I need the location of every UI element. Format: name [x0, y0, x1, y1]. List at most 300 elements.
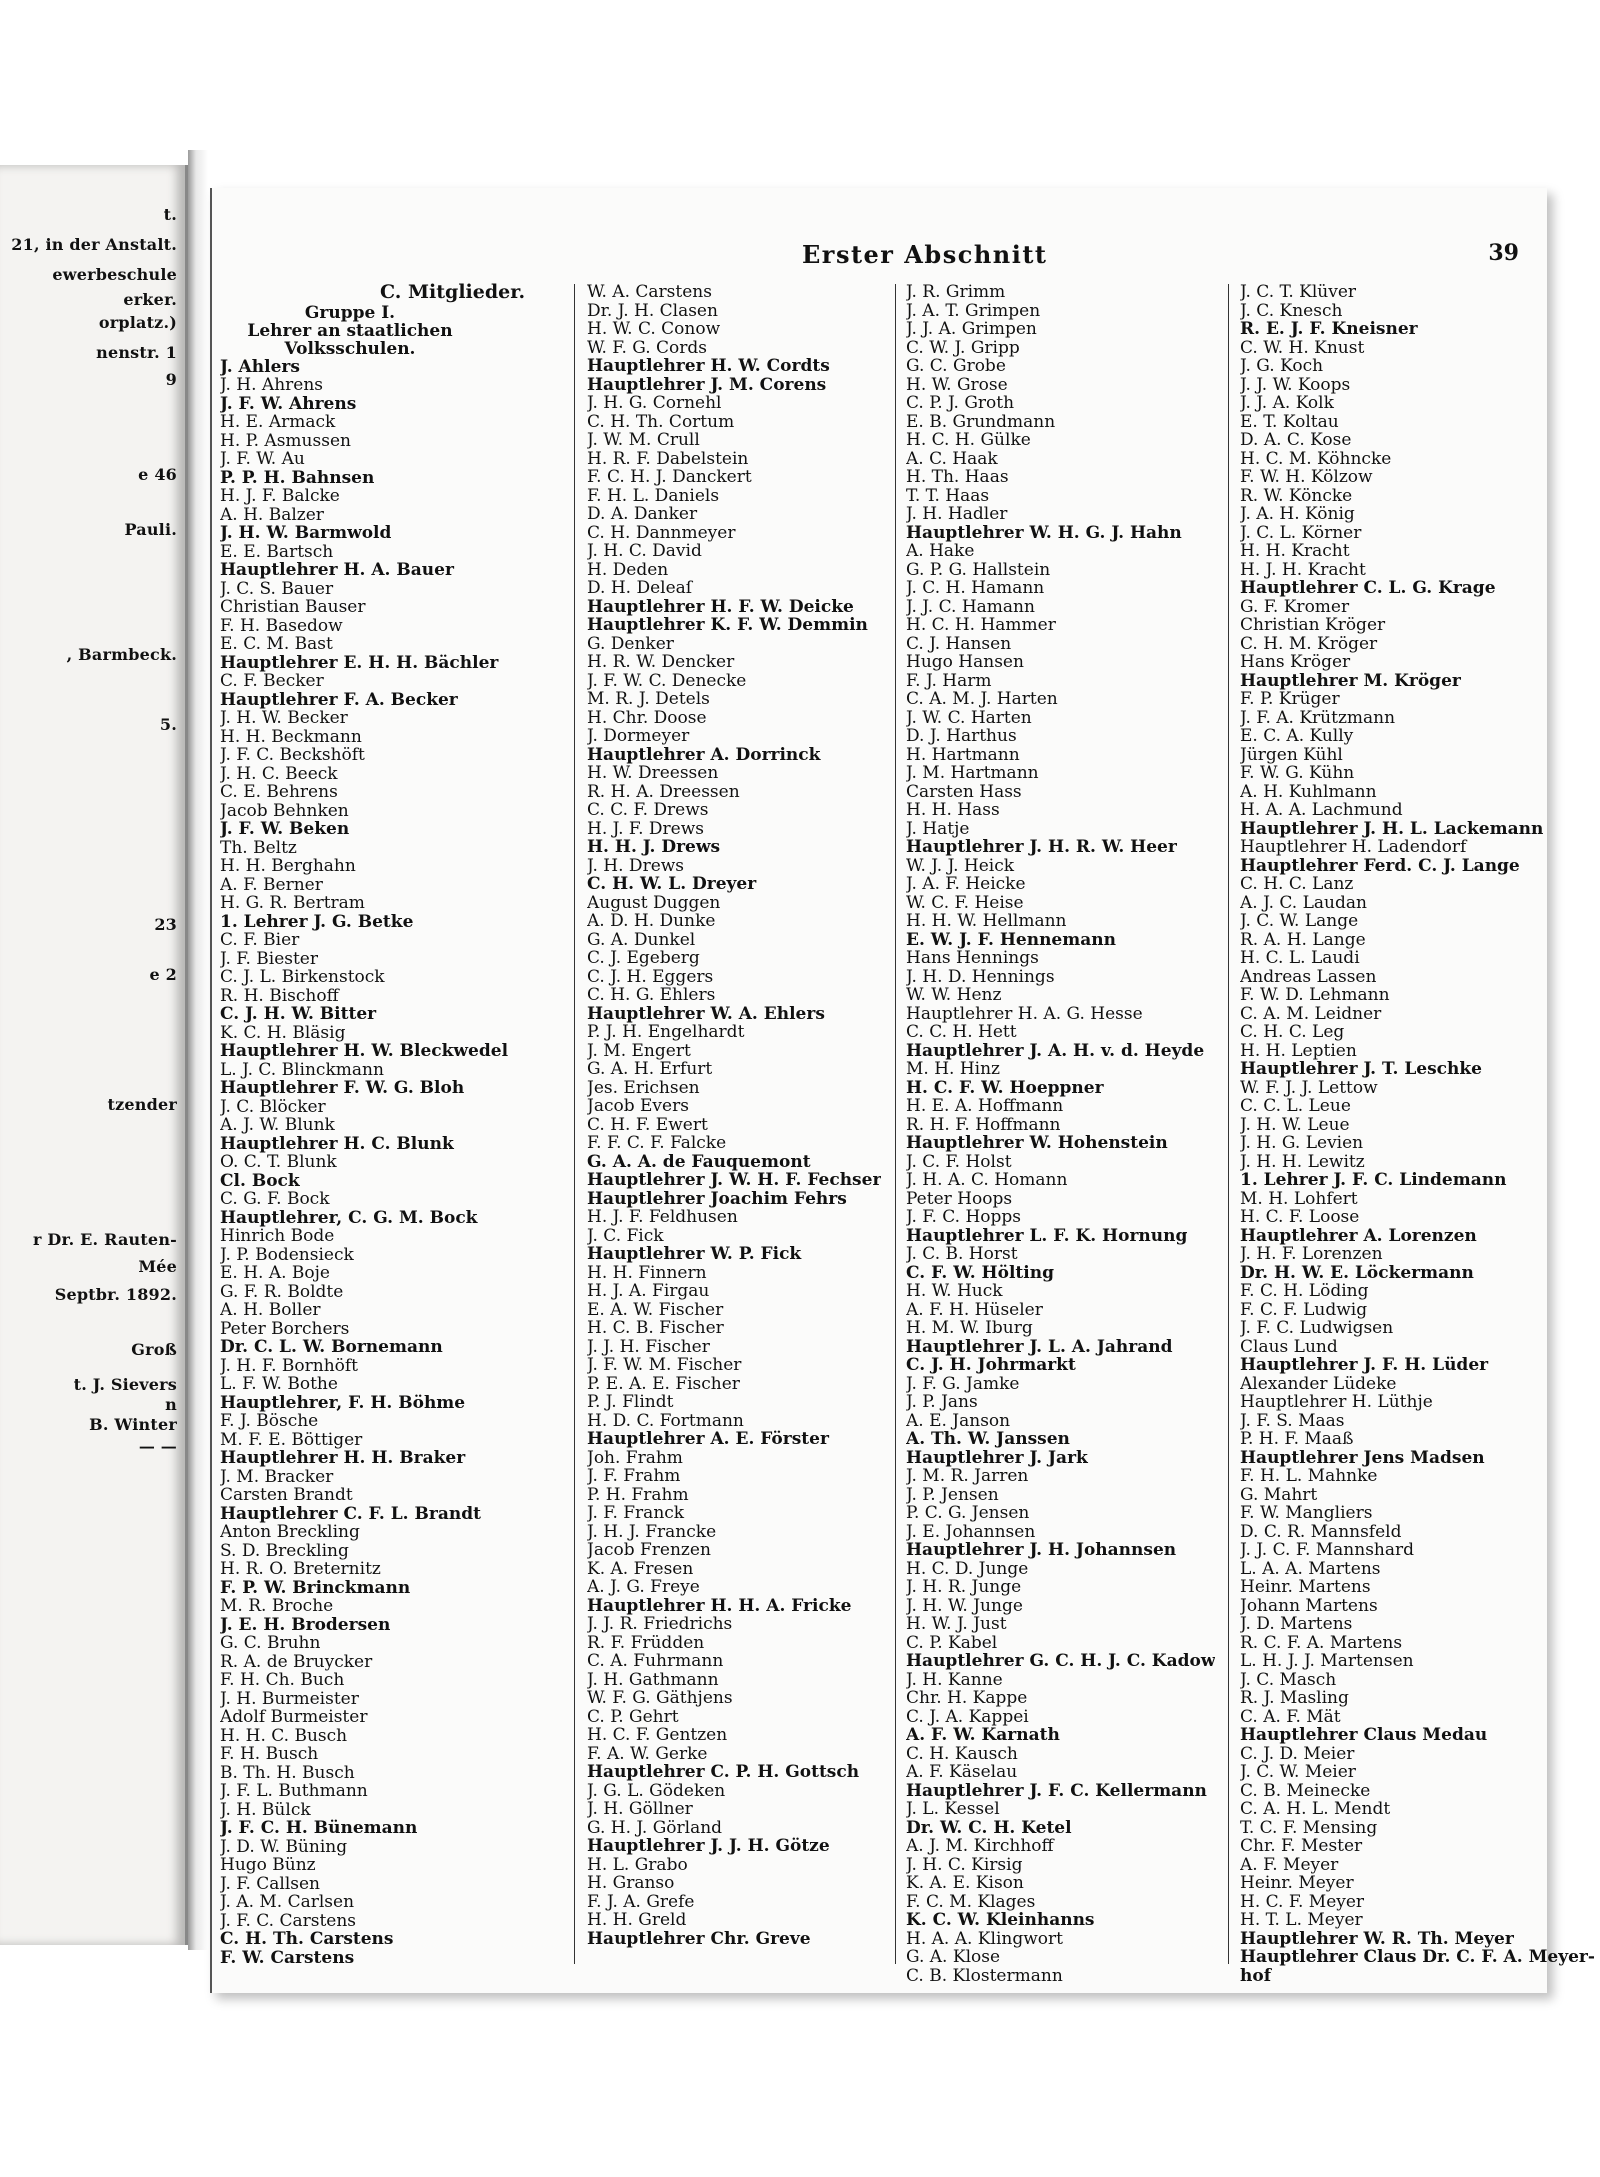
- member-entry: H. J. H. Kracht: [1240, 560, 1366, 579]
- member-entry: R. A. H. Lange: [1240, 930, 1366, 949]
- column-1: [220, 283, 525, 1967]
- member-entry: H. C. M. Köhncke: [1240, 449, 1392, 468]
- member-entry: C. B. Klostermann: [906, 1966, 1063, 1985]
- member-entry: C. H. G. Ehlers: [587, 986, 716, 1005]
- member-entry: J. F. W. M. Fischer: [587, 1356, 742, 1375]
- member-entry: J. F. A. Krützmann: [1240, 708, 1396, 727]
- column-divider: [574, 284, 575, 1964]
- member-entry: C. J. A. Kappei: [906, 1707, 1029, 1726]
- member-entry: Hauptlehrer J. H. Johannsen: [906, 1541, 1177, 1560]
- member-entry: P. H. F. Maaß: [1240, 1430, 1354, 1449]
- member-entry: J. Ahlers: [220, 357, 300, 376]
- member-entry: J. D. Martens: [1240, 1615, 1353, 1634]
- member-entry: Chr. F. Mester: [1240, 1837, 1363, 1856]
- member-entry: Hauptlehrer H. H. Braker: [220, 1449, 466, 1468]
- member-entry: F. W. D. Lehmann: [1240, 986, 1390, 1005]
- member-entry: H. J. F. Balcke: [220, 487, 340, 506]
- member-entry: Hauptlehrer W. H. G. J. Hahn: [906, 523, 1182, 542]
- member-entry: J. C. F. Holst: [906, 1152, 1012, 1171]
- member-entry: C. H. C. Lanz: [1240, 875, 1354, 894]
- member-entry: J. H. W. Junge: [906, 1596, 1023, 1615]
- left-page-fragment: t.: [163, 205, 177, 224]
- member-entry: J. C. T. Klüver: [1240, 283, 1357, 302]
- member-entry: hof: [1240, 1966, 1272, 1985]
- member-entry: Hauptlehrer L. F. K. Hornung: [906, 1226, 1188, 1245]
- member-entry: Hauptlehrer W. Hohenstein: [906, 1134, 1168, 1153]
- member-entry: J. H. F. Bornhöft: [220, 1356, 359, 1375]
- member-entry: M. H. Lohfert: [1240, 1189, 1358, 1208]
- member-entry: E. W. J. F. Hennemann: [906, 930, 1116, 949]
- member-entry: C. C. H. Hett: [906, 1023, 1017, 1042]
- member-entry: E. C. A. Kully: [1240, 727, 1354, 746]
- member-entry: H. H. C. Busch: [220, 1726, 348, 1745]
- member-entry: J. C. W. Meier: [1240, 1763, 1356, 1782]
- member-entry: F. W. Mangliers: [1240, 1504, 1373, 1523]
- member-entry: Hauptlehrer Joachim Fehrs: [587, 1189, 847, 1208]
- member-entry: C. H. W. L. Dreyer: [587, 875, 757, 894]
- member-entry: J. F. W. Ahrens: [220, 394, 357, 413]
- member-entry: J. F. C. Beckshöft: [220, 746, 365, 765]
- member-entry: J. P. Jans: [906, 1393, 978, 1412]
- member-entry: R. A. de Bruycker: [220, 1652, 373, 1671]
- member-entry: A. F. Meyer: [1240, 1855, 1339, 1874]
- member-entry: J. C. Knesch: [1240, 301, 1343, 320]
- member-entry: Hauptlehrer F. A. Becker: [220, 690, 458, 709]
- member-entry: J. F. L. Buthmann: [220, 1782, 368, 1801]
- member-entry: J. Dormeyer: [587, 727, 690, 746]
- member-entry: W. F. G. Cords: [587, 338, 708, 357]
- member-entry: J. P. Jensen: [906, 1485, 999, 1504]
- left-page-fragment: r Dr. E. Rauten-: [32, 1230, 177, 1249]
- member-entry: H. C. L. Laudi: [1240, 949, 1360, 968]
- member-entry: C. H. Dannmeyer: [587, 523, 736, 542]
- member-entry: J. H. Göllner: [587, 1800, 693, 1819]
- member-entry: F. P. W. Brinckmann: [220, 1578, 411, 1597]
- member-entry: R. W. Köncke: [1240, 486, 1353, 505]
- member-entry: J. F. Franck: [587, 1504, 685, 1523]
- page-number: 39: [1488, 240, 1519, 266]
- member-entry: Hauptlehrer, C. G. M. Bock: [220, 1208, 478, 1227]
- member-entry: J. C. Blöcker: [220, 1097, 326, 1116]
- member-entry: D. C. R. Mannsfeld: [1240, 1522, 1402, 1541]
- member-entry: Hauptlehrer C. F. L. Brandt: [220, 1504, 481, 1523]
- member-entry: H. P. Asmussen: [220, 431, 351, 450]
- member-entry: J. H. Drews: [587, 856, 685, 875]
- member-entry: C. E. Behrens: [220, 783, 338, 802]
- column-divider: [895, 284, 896, 1964]
- member-entry: C. J. H. W. Bitter: [220, 1005, 377, 1024]
- member-entry: F. C. H. Löding: [1240, 1282, 1369, 1301]
- member-entry: C. G. F. Bock: [220, 1190, 330, 1209]
- member-entry: C. A. H. L. Mendt: [1240, 1800, 1391, 1819]
- member-entry: J. H. C. Beeck: [220, 764, 338, 783]
- member-entry: Hauptlehrer F. W. G. Bloh: [220, 1079, 465, 1098]
- member-entry: Johann Martens: [1240, 1596, 1378, 1615]
- member-entry: C. C. F. Drews: [587, 801, 709, 820]
- member-entry: H. T. L. Meyer: [1240, 1911, 1363, 1930]
- member-entry: J. P. Bodensieck: [220, 1245, 354, 1264]
- member-entry: H. R. O. Breternitz: [220, 1560, 381, 1579]
- member-entry: J. H. G. Levien: [1240, 1134, 1364, 1153]
- member-entry: C. F. Becker: [220, 672, 324, 691]
- member-entry: H. W. J. Just: [906, 1615, 1007, 1634]
- member-entry: A. J. W. Blunk: [220, 1116, 335, 1135]
- member-entry: Hugo Hansen: [906, 653, 1024, 672]
- member-entry: H. H. Leptien: [1240, 1041, 1357, 1060]
- member-entry: J. J. A. Kolk: [1240, 394, 1334, 413]
- member-entry: C. A. M. J. Harten: [906, 690, 1058, 709]
- member-entry: J. W. M. Crull: [587, 431, 700, 450]
- member-entry: F. H. Basedow: [220, 616, 343, 635]
- member-entry: J. J. W. Koops: [1240, 375, 1351, 394]
- member-entry: Hauptlehrer Claus Dr. C. F. A. Meyer-: [1240, 1948, 1595, 1967]
- member-entry: G. A. H. Erfurt: [587, 1060, 713, 1079]
- member-entry: A. Hake: [906, 542, 975, 561]
- member-entry: A. F. Berner: [220, 875, 323, 894]
- member-entry: Christian Bauser: [220, 598, 366, 617]
- member-entry: R. C. F. A. Martens: [1240, 1633, 1403, 1652]
- member-entry: H. C. F. Gentzen: [587, 1726, 728, 1745]
- member-entry: H. H. J. Drews: [587, 838, 721, 857]
- member-entry: Hauptlehrer W. A. Ehlers: [587, 1004, 825, 1023]
- member-entry: Hauptlehrer J. F. C. Kellermann: [906, 1781, 1207, 1800]
- left-page-fragment: nenstr. 1: [96, 343, 177, 362]
- member-entry: L. A. A. Martens: [1240, 1559, 1381, 1578]
- member-entry: J. H. W. Barmwold: [220, 524, 392, 543]
- member-entry: K. C. W. Kleinhanns: [906, 1911, 1095, 1930]
- member-entry: Heinr. Meyer: [1240, 1874, 1354, 1893]
- member-entry: J. M. Engert: [587, 1041, 691, 1060]
- member-entry: D. J. Harthus: [906, 727, 1017, 746]
- member-entry: Peter Hoops: [906, 1189, 1013, 1208]
- member-entry: C. J. D. Meier: [1240, 1744, 1355, 1763]
- member-entry: H. J. F. Feldhusen: [587, 1208, 738, 1227]
- member-entry: Hauptlehrer A. Lorenzen: [1240, 1226, 1477, 1245]
- left-page: [0, 165, 188, 1945]
- left-page-fragment: Groß: [131, 1340, 177, 1359]
- left-page-fragment: Pauli.: [124, 520, 177, 539]
- member-entry: C. H. Th. Carstens: [220, 1930, 394, 1949]
- member-entry: Carsten Brandt: [220, 1486, 353, 1505]
- member-entry: A. H. Balzer: [220, 505, 324, 524]
- page-gutter: [188, 150, 208, 1950]
- member-entry: J. C. Masch: [1240, 1670, 1337, 1689]
- member-entry: H. W. Dreessen: [587, 764, 719, 783]
- member-entry: G. H. J. Görland: [587, 1818, 723, 1837]
- member-entry: J. J. C. Hamann: [906, 597, 1035, 616]
- member-entry: C. A. F. Mät: [1240, 1707, 1341, 1726]
- member-entry: Hauptlehrer H. W. Bleckwedel: [220, 1042, 509, 1061]
- member-entry: G. A. Klose: [906, 1948, 1001, 1967]
- member-entry: Joh. Frahm: [587, 1448, 683, 1467]
- member-entry: J. W. C. Harten: [906, 708, 1032, 727]
- member-entry: Hans Kröger: [1240, 653, 1351, 672]
- member-entry: Peter Borchers: [220, 1319, 350, 1338]
- member-entry: Hauptlehrer J. H. R. W. Heer: [906, 838, 1177, 857]
- member-entry: J. F. C. H. Bünemann: [220, 1819, 418, 1838]
- member-entry: J. F. Biester: [220, 949, 318, 968]
- member-entry: R. E. J. F. Kneisner: [1240, 320, 1418, 339]
- member-entry: A. E. Janson: [906, 1411, 1011, 1430]
- member-entry: W. A. Carstens: [587, 283, 712, 302]
- left-page-fragment: — —: [138, 1437, 177, 1456]
- member-entry: E. C. M. Bast: [220, 635, 333, 654]
- member-entry: R. H. A. Dreessen: [587, 782, 740, 801]
- member-entry: Carsten Hass: [906, 782, 1022, 801]
- member-entry: H. D. C. Fortmann: [587, 1411, 744, 1430]
- member-entry: W. W. Henz: [906, 986, 1002, 1005]
- member-entry: K. C. H. Bläsig: [220, 1023, 346, 1042]
- member-entry: F. H. L. Mahnke: [1240, 1467, 1378, 1486]
- member-entry: J. M. R. Jarren: [906, 1467, 1029, 1486]
- member-entry: Hauptlehrer J. A. H. v. d. Heyde: [906, 1041, 1205, 1060]
- member-entry: F. H. Busch: [220, 1745, 319, 1764]
- member-entry: Hauptlehrer K. F. W. Demmin: [587, 616, 868, 635]
- member-entry: J. E. H. Brodersen: [220, 1615, 391, 1634]
- member-entry: A. D. H. Dunke: [587, 912, 716, 931]
- member-entry: J. H. Ahrens: [220, 376, 324, 395]
- member-entry: C. P. Kabel: [906, 1633, 998, 1652]
- member-entry: 1. Lehrer J. F. C. Lindemann: [1240, 1171, 1507, 1190]
- column-3: [906, 283, 1215, 1985]
- member-entry: E. B. Grundmann: [906, 412, 1056, 431]
- member-entry: H. J. A. Firgau: [587, 1282, 710, 1301]
- member-entry: F. F. C. F. Falcke: [587, 1134, 727, 1153]
- member-entry: C. A. M. Leidner: [1240, 1004, 1382, 1023]
- member-entry: Hauptlehrer J. F. H. Lüder: [1240, 1356, 1489, 1375]
- left-page-fragment: n: [165, 1395, 177, 1414]
- member-entry: Hauptlehrer J. W. H. F. Fechser: [587, 1171, 882, 1190]
- member-entry: Jes. Erichsen: [587, 1078, 700, 1097]
- member-entry: H. H. W. Hellmann: [906, 912, 1067, 931]
- member-entry: F. W. Carstens: [220, 1948, 355, 1967]
- member-entry: R. H. Bischoff: [220, 986, 339, 1005]
- member-entry: Anton Breckling: [220, 1523, 360, 1542]
- member-entry: Hauptlehrer J. J. H. Götze: [587, 1837, 830, 1856]
- member-entry: Jacob Behnken: [220, 801, 349, 820]
- member-entry: H. W. Grose: [906, 375, 1008, 394]
- member-entry: J. J. H. Fischer: [587, 1337, 710, 1356]
- member-entry: H. E. Armack: [220, 413, 336, 432]
- column-4: [1240, 283, 1595, 1985]
- member-entry: H. Granso: [587, 1874, 675, 1893]
- member-entry: F. C. F. Ludwig: [1240, 1300, 1368, 1319]
- member-entry: C. H. F. Ewert: [587, 1115, 708, 1134]
- member-entry: J. H. J. Francke: [587, 1522, 717, 1541]
- member-entry: Adolf Burmeister: [220, 1708, 368, 1727]
- member-entry: A. F. Käselau: [906, 1763, 1018, 1782]
- member-entry: H. C. H. Gülke: [906, 431, 1031, 450]
- left-page-fragment: 23: [154, 915, 177, 934]
- left-page-fragment: ewerbeschule: [52, 265, 177, 284]
- member-entry: F. W. G. Kühn: [1240, 764, 1355, 783]
- member-entry: H. C. F. Loose: [1240, 1208, 1360, 1227]
- column-divider: [1228, 284, 1229, 1964]
- member-entry: Hauptlehrer W. P. Fick: [587, 1245, 802, 1264]
- member-entry: Hauptlehrer H. H. A. Fricke: [587, 1596, 852, 1615]
- member-entry: A. Th. W. Janssen: [906, 1430, 1070, 1449]
- member-entry: Hauptlehrer H. A. Bauer: [220, 561, 454, 580]
- member-entry: P. P. H. Bahnsen: [220, 468, 375, 487]
- member-entry: C. H. M. Kröger: [1240, 634, 1378, 653]
- member-entry: Hauptlehrer Jens Madsen: [1240, 1448, 1485, 1467]
- member-entry: Andreas Lassen: [1240, 967, 1377, 986]
- member-entry: G. C. Grobe: [906, 357, 1006, 376]
- member-entry: Hauptlehrer Claus Medau: [1240, 1726, 1488, 1745]
- member-entry: J. H. Gathmann: [587, 1670, 719, 1689]
- member-entry: C. H. Th. Cortum: [587, 412, 735, 431]
- member-entry: F. J. Bösche: [220, 1412, 319, 1431]
- member-entry: G. C. Bruhn: [220, 1634, 321, 1653]
- member-entry: J. F. C. Hopps: [906, 1208, 1022, 1227]
- member-entry: 1. Lehrer J. G. Betke: [220, 912, 414, 931]
- column-2: [587, 283, 881, 1948]
- member-entry: J. C. W. Lange: [1240, 912, 1359, 931]
- member-entry: T. C. F. Mensing: [1240, 1818, 1378, 1837]
- left-page-fragment: e 2: [149, 965, 177, 984]
- member-entry: Hauptlehrer Ferd. C. J. Lange: [1240, 856, 1520, 875]
- member-entry: J. M. Bracker: [220, 1467, 334, 1486]
- member-entry: H. C. F. W. Hoeppner: [906, 1078, 1104, 1097]
- member-entry: J. F. W. Beken: [220, 820, 350, 839]
- member-entry: G. P. G. Hallstein: [906, 560, 1051, 579]
- member-entry: C. W. J. Gripp: [906, 338, 1020, 357]
- member-entry: J. D. W. Büning: [220, 1837, 348, 1856]
- member-entry: J. L. Kessel: [906, 1800, 1000, 1819]
- member-entry: C. F. W. Hölting: [906, 1263, 1054, 1282]
- member-entry: Hauptlehrer H. Lüthje: [1240, 1393, 1433, 1412]
- member-entry: J. A. M. Carlsen: [220, 1893, 355, 1912]
- member-entry: A. F. W. Karnath: [906, 1726, 1060, 1745]
- member-entry: L. H. J. J. Martensen: [1240, 1652, 1414, 1671]
- member-entry: J. H. F. Lorenzen: [1240, 1245, 1383, 1264]
- member-entry: H. H. Finnern: [587, 1263, 707, 1282]
- member-entry: H. W. Huck: [906, 1282, 1003, 1301]
- member-entry: Dr. C. L. W. Bornemann: [220, 1338, 443, 1357]
- member-entry: Hauptlehrer H. Ladendorf: [1240, 838, 1467, 857]
- member-entry: J. C. B. Horst: [906, 1245, 1018, 1264]
- member-entry: H. H. Beckmann: [220, 727, 362, 746]
- left-page-fragment: 9: [165, 370, 177, 389]
- member-entry: P. J. Flindt: [587, 1393, 674, 1412]
- member-entry: J. A. T. Grimpen: [906, 301, 1041, 320]
- member-entry: C. J. H. Eggers: [587, 967, 714, 986]
- member-entry: J. H. W. Becker: [220, 709, 348, 728]
- member-entry: G. F. Kromer: [1240, 597, 1350, 616]
- member-entry: T. T. Haas: [906, 486, 990, 505]
- member-entry: C. J. L. Birkenstock: [220, 968, 385, 987]
- member-entry: J. H. D. Hennings: [906, 967, 1055, 986]
- left-page-fragment: t. J. Sievers: [73, 1375, 177, 1394]
- member-entry: Hugo Bünz: [220, 1856, 316, 1875]
- member-entry: G. A. A. de Fauquemont: [587, 1152, 811, 1171]
- member-entry: J. F. Callsen: [220, 1874, 321, 1893]
- member-entry: H. Th. Haas: [906, 468, 1009, 487]
- section-title: C. Mitglieder.: [380, 281, 526, 303]
- member-entry: E. E. Bartsch: [220, 542, 334, 561]
- member-entry: R. J. Masling: [1240, 1689, 1349, 1708]
- member-entry: P. H. Frahm: [587, 1485, 689, 1504]
- left-page-fragment: Mée: [138, 1257, 177, 1276]
- member-entry: C. H. C. Leg: [1240, 1023, 1345, 1042]
- member-entry: C. W. H. Knust: [1240, 338, 1365, 357]
- member-entry: J. Hatje: [906, 819, 970, 838]
- member-entry: J. C. L. Körner: [1240, 523, 1362, 542]
- member-entry: M. H. Hinz: [906, 1060, 1001, 1079]
- member-entry: H. E. A. Hoffmann: [906, 1097, 1064, 1116]
- member-entry: Hauptlehrer A. Dorrinck: [587, 745, 821, 764]
- group-subtitle: Lehrer an staatlichen: [247, 320, 453, 341]
- member-entry: H. W. C. Conow: [587, 320, 721, 339]
- member-entry: Hauptlehrer E. H. H. Bächler: [220, 653, 499, 672]
- member-entry: J. C. Fick: [587, 1226, 664, 1245]
- member-entry: H. L. Grabo: [587, 1855, 688, 1874]
- member-entry: F. J. A. Grefe: [587, 1892, 695, 1911]
- member-entry: F. C. M. Klages: [906, 1892, 1036, 1911]
- member-entry: Chr. H. Kappe: [906, 1689, 1028, 1708]
- member-entry: Jürgen Kühl: [1240, 745, 1343, 764]
- member-entry: Hauptlehrer H. W. Cordts: [587, 357, 830, 376]
- member-entry: H. H. Berghahn: [220, 857, 356, 876]
- member-entry: J. E. Johannsen: [906, 1522, 1036, 1541]
- member-entry: J. J. R. Friedrichs: [587, 1615, 733, 1634]
- member-entry: J. R. Grimm: [906, 283, 1006, 302]
- member-entry: R. F. Früdden: [587, 1633, 705, 1652]
- member-entry: J. H. Kanne: [906, 1670, 1003, 1689]
- member-entry: Hauptlehrer H. A. G. Hesse: [906, 1004, 1143, 1023]
- member-entry: F. C. H. J. Danckert: [587, 468, 752, 487]
- member-entry: H. Chr. Doose: [587, 708, 707, 727]
- member-entry: H. R. W. Dencker: [587, 653, 735, 672]
- member-entry: Hauptlehrer M. Kröger: [1240, 671, 1461, 690]
- member-entry: C. B. Meinecke: [1240, 1781, 1371, 1800]
- member-entry: P. C. G. Jensen: [906, 1504, 1030, 1523]
- left-page-fragment: B. Winter: [89, 1415, 177, 1434]
- member-entry: Hauptlehrer C. L. G. Krage: [1240, 579, 1496, 598]
- member-entry: C. J. Hansen: [906, 634, 1012, 653]
- member-entry: Hauptlehrer J. H. L. Lackemann: [1240, 819, 1544, 838]
- member-entry: W. F. J. J. Lettow: [1240, 1078, 1378, 1097]
- left-page-fragment: , Barmbeck.: [66, 645, 177, 664]
- member-entry: H. H. Hass: [906, 801, 1000, 820]
- member-entry: A. C. Haak: [906, 449, 998, 468]
- member-entry: W. C. F. Heise: [906, 893, 1024, 912]
- member-entry: J. H. Hadler: [906, 505, 1008, 524]
- member-entry: J. H. W. Leue: [1240, 1115, 1350, 1134]
- member-entry: J. H. R. Junge: [906, 1578, 1022, 1597]
- member-entry: H. C. D. Junge: [906, 1559, 1029, 1578]
- member-entry: G. Denker: [587, 634, 674, 653]
- member-entry: J. H. H. Lewitz: [1240, 1152, 1365, 1171]
- member-entry: Cl. Bock: [220, 1171, 300, 1190]
- member-entry: A. F. H. Hüseler: [906, 1300, 1043, 1319]
- member-entry: J. H. Burmeister: [220, 1689, 359, 1708]
- member-entry: F. H. Ch. Buch: [220, 1671, 345, 1690]
- member-entry: H. A. A. Klingwort: [906, 1929, 1063, 1948]
- member-entry: J. F. C. Carstens: [220, 1911, 357, 1930]
- member-entry: J. H. A. C. Homann: [906, 1171, 1068, 1190]
- member-entry: A. J. M. Kirchhoff: [906, 1837, 1054, 1856]
- member-entry: M. R. Broche: [220, 1597, 334, 1616]
- member-entry: Jacob Frenzen: [587, 1541, 711, 1560]
- member-entry: G. F. R. Boldte: [220, 1282, 344, 1301]
- member-entry: Hans Hennings: [906, 949, 1039, 968]
- running-head: [212, 240, 1547, 274]
- member-entry: J. F. W. Au: [220, 450, 305, 469]
- member-entry: Claus Lund: [1240, 1337, 1338, 1356]
- member-entry: A. J. C. Laudan: [1240, 893, 1367, 912]
- member-entry: J. F. S. Maas: [1240, 1411, 1345, 1430]
